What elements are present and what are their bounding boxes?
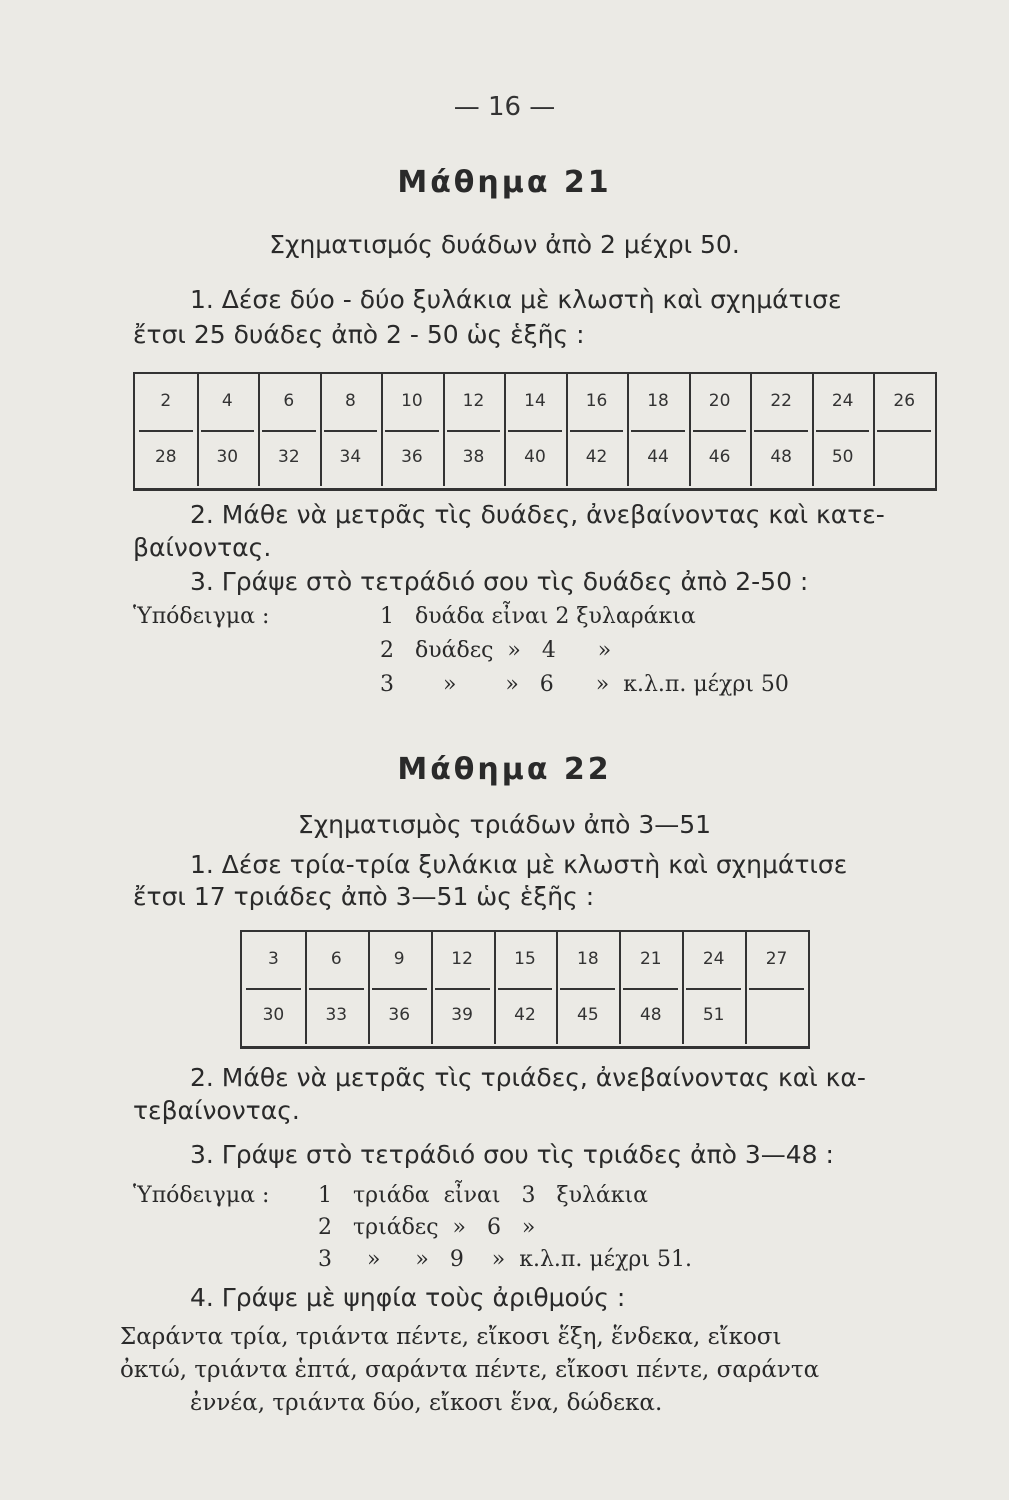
grid-cell-bottom: 30 xyxy=(262,1005,285,1025)
grid-row-divider xyxy=(560,988,615,990)
grid-cell-top: 3 xyxy=(268,949,279,969)
grid-cell-bottom: 39 xyxy=(451,1005,473,1025)
grid-cell-top: 21 xyxy=(639,949,662,969)
grid-cell-bottom: 33 xyxy=(325,1005,348,1025)
grid-row-divider xyxy=(447,430,501,432)
grid-cell-top: 15 xyxy=(514,949,536,969)
grid-cell-top: 26 xyxy=(893,391,916,411)
grid-cell-bottom: 38 xyxy=(462,447,485,467)
grid-cell-top: 10 xyxy=(401,391,423,411)
grid-row-divider xyxy=(686,988,741,990)
grid-row-divider xyxy=(498,988,553,990)
grid-cell-top: 22 xyxy=(770,391,792,411)
grid-row-divider xyxy=(309,988,364,990)
grid-cell-bottom: 32 xyxy=(278,447,300,467)
lesson-22-example-line: 2 τριάδες » 6 » xyxy=(318,1215,536,1240)
lesson-22-subtitle: Σχηματισμὸς τριάδων ἀπὸ 3—51 xyxy=(297,810,712,839)
grid-cell-bottom: 28 xyxy=(154,447,177,467)
grid-row-divider xyxy=(435,988,490,990)
grid-row-divider xyxy=(623,988,678,990)
grid-cell-bottom: 51 xyxy=(702,1005,725,1025)
grid-row-divider xyxy=(385,430,439,432)
lesson-21-title: Μάθημα 21 xyxy=(397,165,612,200)
grid-cell-bottom: 36 xyxy=(388,1005,411,1025)
grid-cell-bottom: 48 xyxy=(639,1005,662,1025)
grid-cell-bottom: 34 xyxy=(339,447,362,467)
grid-row-divider xyxy=(749,988,804,990)
grid-cell-top: 14 xyxy=(524,391,546,411)
lesson-22-step1-line1: 1. Δέσε τρία-τρία ξυλάκια μὲ κλωστὴ καὶ σχημάτισε xyxy=(190,850,848,879)
lesson-21-step1-line2: ἔτσι 25 δυάδες ἀπὸ 2 - 50 ὡς ἑξῆς : xyxy=(133,320,585,349)
grid-cell-bottom: 40 xyxy=(524,447,546,467)
grid-cell-top: 24 xyxy=(702,949,725,969)
grid-cell-top: 6 xyxy=(283,391,295,411)
grid-cell-top: 18 xyxy=(647,391,669,411)
grid-cell-top: 12 xyxy=(451,949,473,969)
grid-row-divider xyxy=(877,430,931,432)
lesson-21-step1-line1: 1. Δέσε δύο - δύο ξυλάκια μὲ κλωστὴ καὶ σχημάτισε xyxy=(190,285,842,314)
grid-row-divider xyxy=(570,430,624,432)
lesson-21-example-line: 2 δυάδες » 4 » xyxy=(380,638,612,663)
grid-cell-bottom: 46 xyxy=(708,447,731,467)
grid-row-divider xyxy=(246,988,301,990)
lesson-22-triads-table xyxy=(240,930,810,1049)
numbers-text-line: ἐννέα, τριάντα δύο, εἴκοσι ἕνα, δώδεκα. xyxy=(190,1390,663,1416)
grid-cell-top: 27 xyxy=(765,949,788,969)
numbers-text-line: ὀκτώ, τριάντα ἑπτά, σαράντα πέντε, εἴκοσι πέντε, σαράντα xyxy=(120,1357,820,1383)
grid-cell-top: 6 xyxy=(330,949,342,969)
lesson-22-step4: 4. Γράψε μὲ ψηφία τοὺς ἀριθμούς : xyxy=(190,1283,626,1312)
grid-cell-top: 24 xyxy=(831,391,854,411)
lesson-21-example-line: 1 δυάδα εἶναι 2 ξυλαράκια xyxy=(380,604,696,629)
lesson-22-step3: 3. Γράψε στὸ τετράδιό σου τὶς τριάδες ἀπὸ 3—48 : xyxy=(190,1140,834,1169)
grid-row-divider xyxy=(754,430,808,432)
lesson-22-title: Μάθημα 22 xyxy=(397,752,612,787)
grid-cell-bottom: 50 xyxy=(831,447,854,467)
lesson-21-pairs-table xyxy=(133,372,937,491)
grid-cell-top: 16 xyxy=(585,391,608,411)
grid-row-divider xyxy=(372,988,427,990)
lesson-21-step2-line1: 2. Μάθε νὰ μετρᾶς τὶς δυάδες, ἀνεβαίνοντας καὶ κατε- xyxy=(190,500,885,529)
lesson-22-step2-line1: 2. Μάθε νὰ μετρᾶς τὶς τριάδες, ἀνεβαίνοντας καὶ κα- xyxy=(190,1063,866,1092)
grid-cell-bottom: 42 xyxy=(514,1005,536,1025)
grid-cell-top: 8 xyxy=(344,391,356,411)
grid-cell-top: 12 xyxy=(462,391,485,411)
grid-cell-top: 2 xyxy=(160,391,172,411)
grid-row-divider xyxy=(631,430,685,432)
grid-row-divider xyxy=(693,430,747,432)
grid-cell-bottom: 42 xyxy=(585,447,608,467)
grid-row-divider xyxy=(508,430,562,432)
lesson-21-example-label: Ὑπόδειγμα : xyxy=(133,604,270,629)
grid-row-divider xyxy=(816,430,870,432)
grid-cell-bottom: 45 xyxy=(577,1005,599,1025)
numbers-text-line: Σαράντα τρία, τριάντα πέντε, εἴκοσι ἕξη, ἕνδεκα, εἴκοσι xyxy=(120,1324,782,1350)
grid-row-divider xyxy=(139,430,193,432)
grid-cell-bottom: 48 xyxy=(770,447,792,467)
grid-cell-top: 18 xyxy=(577,949,599,969)
lesson-22-step2-line2: τεβαίνοντας. xyxy=(133,1096,300,1125)
grid-cell-top: 9 xyxy=(393,949,405,969)
lesson-22-example-label: Ὑπόδειγμα : xyxy=(133,1183,270,1208)
lesson-22-example-line: 1 τριάδα εἶναι 3 ξυλάκια xyxy=(318,1183,649,1208)
grid-cell-top: 20 xyxy=(708,391,731,411)
page-number: — 16 — xyxy=(453,92,556,122)
grid-cell-bottom: 36 xyxy=(401,447,423,467)
grid-row-divider xyxy=(324,430,378,432)
lesson-22-step1-line2: ἔτσι 17 τριάδες ἀπὸ 3—51 ὡς ἑξῆς : xyxy=(133,882,595,911)
lesson-22-example-line: 3 » » 9 » κ.λ.π. μέχρι 51. xyxy=(318,1247,692,1272)
grid-row-divider xyxy=(262,430,316,432)
lesson-21-step2-line2: βαίνοντας. xyxy=(133,533,272,562)
grid-cell-bottom: 30 xyxy=(216,447,239,467)
lesson-21-step3: 3. Γράψε στὸ τετράδιό σου τὶς δυάδες ἀπὸ 2-50 : xyxy=(190,567,809,596)
grid-cell-bottom: 44 xyxy=(647,447,669,467)
grid-row-divider xyxy=(201,430,255,432)
lesson-21-example-line: 3 » » 6 » κ.λ.π. μέχρι 50 xyxy=(380,672,789,697)
lesson-21-subtitle: Σχηματισμός δυάδων ἀπὸ 2 μέχρι 50. xyxy=(269,230,740,259)
grid-cell-top: 4 xyxy=(221,391,233,411)
